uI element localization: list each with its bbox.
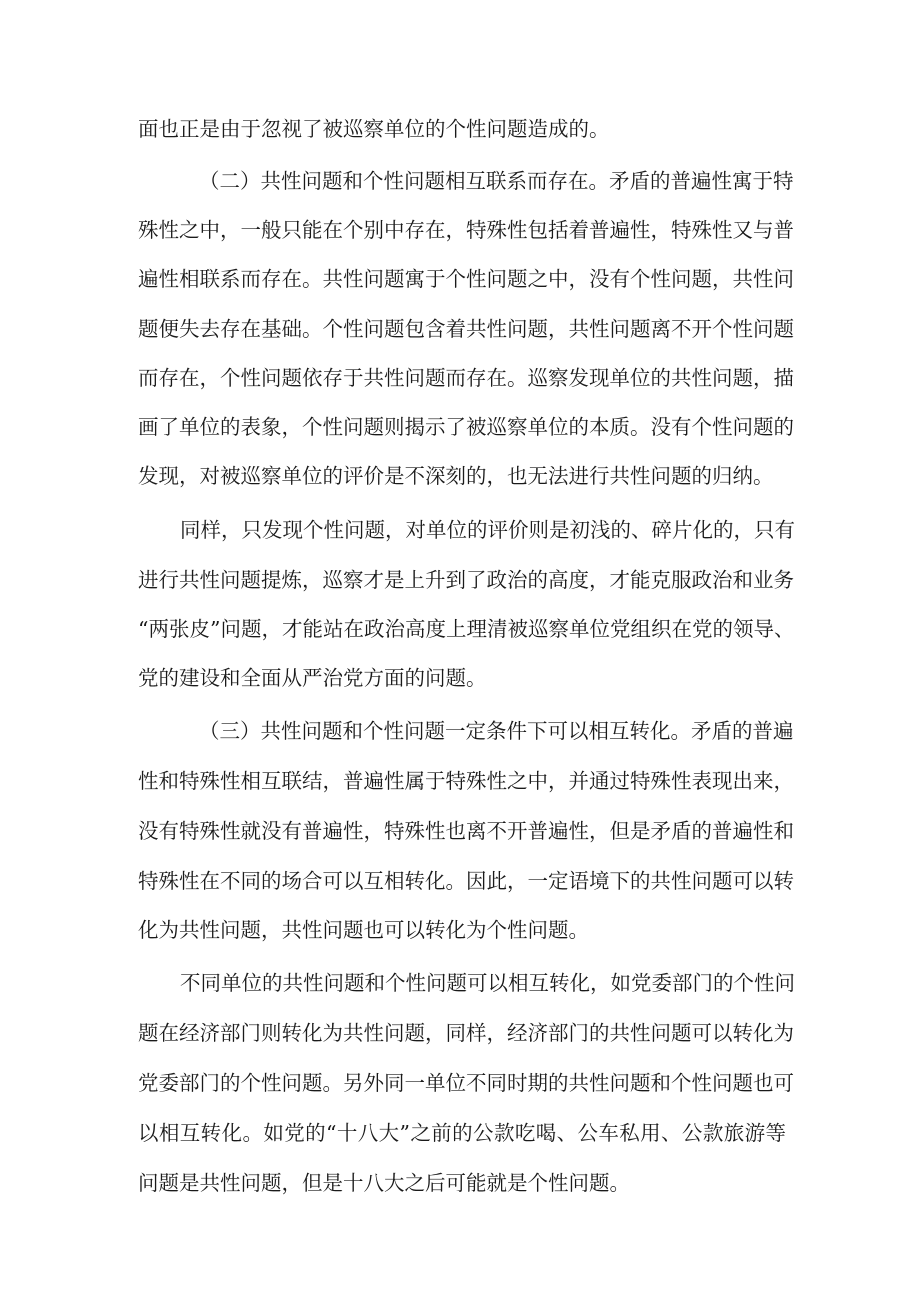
text-line: 党委部门的个性问题。另外同一单位不同时期的共性问题和个性问题也可 bbox=[138, 1071, 794, 1095]
text-line: 而存在，个性问题依存于共性问题而存在。巡察发现单位的共性问题，描 bbox=[138, 366, 794, 390]
text-line: 面也正是由于忽视了被巡察单位的个性问题造成的。 bbox=[138, 117, 610, 141]
text-line: 党的建设和全面从严治党方面的问题。 bbox=[138, 666, 487, 690]
text-line: 题便失去存在基础。个性问题包含着共性问题，共性问题离不开个性问题 bbox=[138, 317, 794, 341]
text-line: “两张皮”问题，才能站在政治高度上理清被巡察单位党组织在党的领导、 bbox=[138, 617, 795, 641]
text-line: 以相互转化。如党的“十八大”之前的公款吃喝、公车私用、公款旅游等 bbox=[138, 1121, 786, 1145]
text-line: 题在经济部门则转化为共性问题，同样，经济部门的共性问题可以转化为 bbox=[138, 1021, 794, 1045]
text-line: 问题是共性问题，但是十八大之后可能就是个性问题。 bbox=[138, 1171, 630, 1195]
text-line: 殊性之中，一般只能在个别中存在，特殊性包括着普遍性，特殊性又与普 bbox=[138, 218, 794, 242]
text-line: 性和特殊性相互联结，普遍性属于特殊性之中，并通过特殊性表现出来， bbox=[138, 769, 794, 793]
section-heading-line: （二）共性问题和个性问题相互联系而存在。矛盾的普遍性寓于特 bbox=[199, 169, 794, 193]
paragraph-first-line: 不同单位的共性问题和个性问题可以相互转化，如党委部门的个性问 bbox=[180, 971, 795, 995]
text-line: 进行共性问题提炼，巡察才是上升到了政治的高度，才能克服政治和业务 bbox=[138, 568, 794, 592]
text-line: 发现，对被巡察单位的评价是不深刻的，也无法进行共性问题的归纳。 bbox=[138, 464, 774, 488]
text-line: 画了单位的表象，个性问题则揭示了被巡察单位的本质。没有个性问题的 bbox=[138, 415, 794, 439]
text-line: 遍性相联系而存在。共性问题寓于个性问题之中，没有个性问题，共性问 bbox=[138, 267, 794, 291]
text-line: 化为共性问题，共性问题也可以转化为个性问题。 bbox=[138, 918, 589, 942]
paragraph-first-line: 同样，只发现个性问题，对单位的评价则是初浅的、碎片化的，只有 bbox=[180, 518, 795, 542]
text-line: 没有特殊性就没有普遍性，特殊性也离不开普遍性，但是矛盾的普遍性和 bbox=[138, 819, 794, 843]
section-heading-line: （三）共性问题和个性问题一定条件下可以相互转化。矛盾的普遍 bbox=[199, 719, 794, 743]
text-line: 特殊性在不同的场合可以互相转化。因此，一定语境下的共性问题可以转 bbox=[138, 869, 794, 893]
